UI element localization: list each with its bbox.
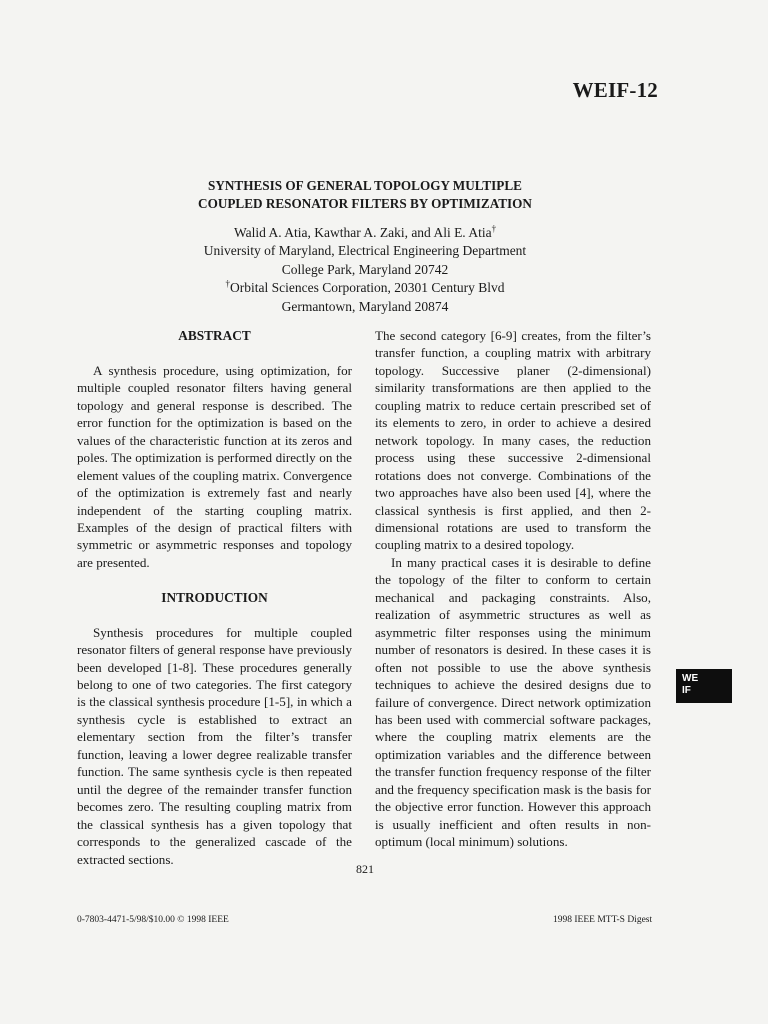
right-paragraph-1: The second category [6-9] creates, from the filter’s transfer function, a coupling matrix with arbitrary topology. Successive planer (2-dimensional) similarity transformations are then applied to the coupling matrix to reduce certain prescribed set of its elements to zero, in order to achieve a desired network topology. In many cases, the reduction process using these successive 2-dimensional rotations does not converge. Combinations of the two approaches have also been used [4], where the classical synthesis is first applied, and then 2-dimensional rotations are used to transform the coupling matrix to a desired topology.	[375, 328, 651, 553]
affiliation-1: University of Maryland, Electrical Engineering Department	[203, 243, 527, 259]
abstract-heading: ABSTRACT	[178, 328, 251, 343]
title-line-1: SYNTHESIS OF GENERAL TOPOLOGY MULTIPLE	[208, 178, 522, 193]
footer-copyright: 0-7803-4471-5/98/$10.00 © 1998 IEEE	[77, 915, 229, 925]
introduction-paragraph-1: Synthesis procedures for multiple coupled resonator filters of general response have previously been developed [1-8]. These procedures generally belong to one of two categories. The first category is the classical synthesis procedure [1-5], in which a synthesis cycle is established to extract an elementary section from the filter’s transfer function, leaving a lower degree realizable transfer function. The same synthesis cycle is then repeated until the degree of the remainder transfer function becomes zero. The resulting coupling matrix from the classical synthesis has a given topology that corresponds to the generalized cascade of the extracted sections.	[77, 624, 352, 867]
section-tab	[676, 669, 732, 703]
page-number: 821	[356, 862, 374, 876]
affiliation-2: Orbital Sciences Corporation, 20301 Century Blvd	[230, 280, 505, 296]
abstract-text: A synthesis procedure, using optimization, for multiple coupled resonator filters having general topology and general response is described. The error function for the optimization is based on the values of the characteristic function at its zeros and poles. The optimization is performed directly on the element values of the coupling matrix. Convergence of the optimization is extremely fast and nearly independent of the starting coupling matrix. Examples of the design of practical filters with symmetric or asymmetric responses and topology are presented.	[77, 362, 352, 570]
paper-code: WEIF-12	[572, 78, 658, 102]
left-column	[77, 327, 352, 868]
dagger-mark: †	[225, 278, 231, 289]
author-block	[0, 224, 730, 316]
right-paragraph-2: In many practical cases it is desirable to define the topology of the filter to conform to certain mechanical and packaging constraints. Also, realization of asymmetric structures as well as asymmetric filter responses using the minimum number of resonators is desired. In these cases it is often not possible to use the above synthesis techniques to achieve the desired designs due to failure of convergence. Direct network optimization has been used with commercial software packages, where the coupling matrix elements are the optimization variables and the difference between the transfer function frequency response of the filter and the frequency specification mask is the basis for the objective error function. However this approach is usually inefficient and often results in non-optimum (local minimum) solutions.	[375, 554, 651, 850]
section-tab-line-1: WE	[682, 673, 699, 684]
address-1: College Park, Maryland 20742	[281, 261, 449, 277]
address-2: Germantown, Maryland 20874	[281, 298, 449, 314]
footer-digest: 1998 IEEE MTT-S Digest	[553, 915, 653, 925]
introduction-heading: INTRODUCTION	[161, 589, 268, 605]
section-tab-line-2: IF	[682, 685, 691, 696]
affiliation-2-line	[0, 279, 730, 297]
right-column	[375, 327, 651, 851]
author-names: Walid A. Atia, Kawthar A. Zaki, and Ali E. Atia	[233, 225, 492, 240]
author-names-line	[0, 224, 730, 242]
dagger-mark: †	[491, 223, 497, 234]
title-line-2: COUPLED RESONATOR FILTERS BY OPTIMIZATION	[198, 196, 532, 211]
paper-title	[0, 177, 730, 213]
